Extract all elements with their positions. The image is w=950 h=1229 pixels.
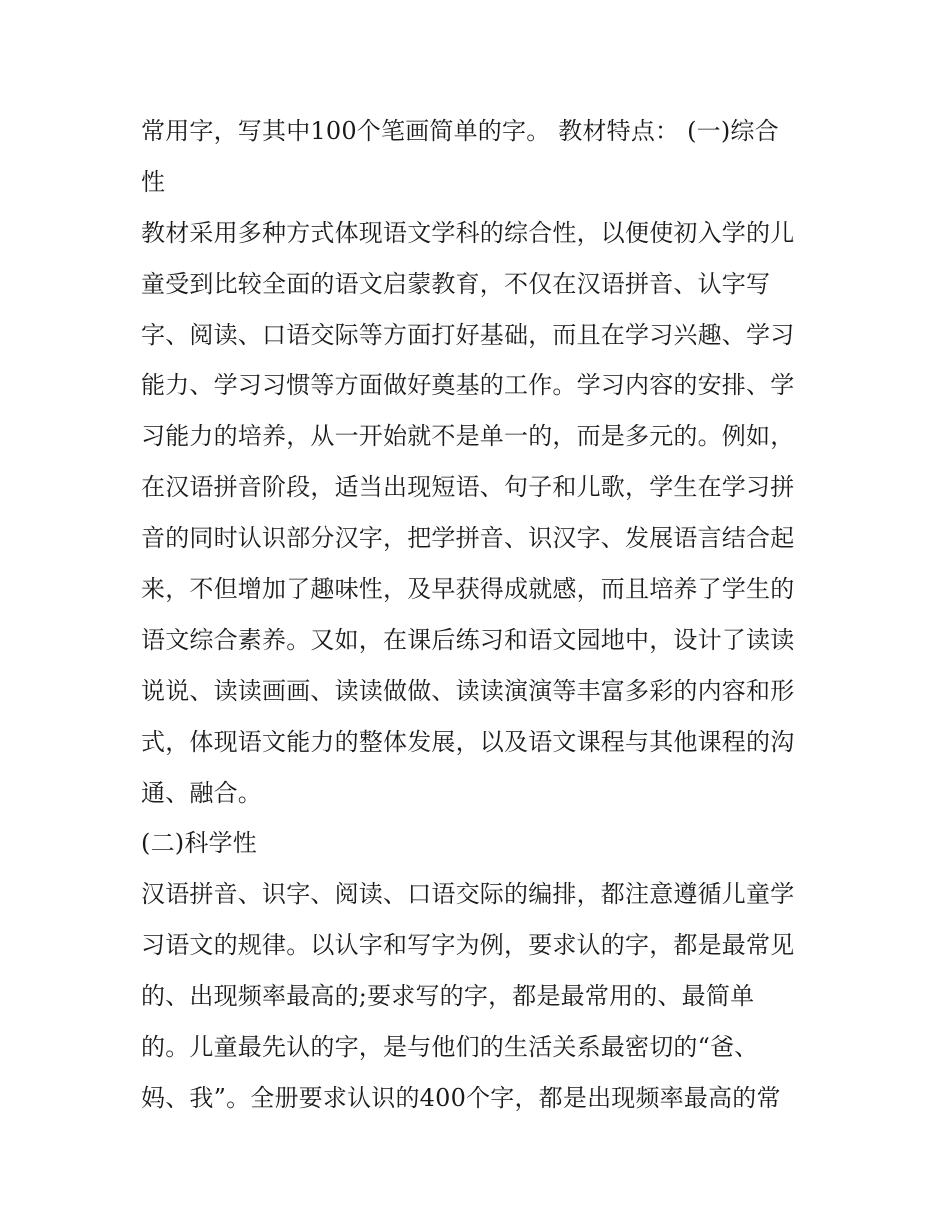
text-line: 来，不但增加了趣味性，及早获得成就感，而且培养了学生的	[141, 575, 795, 604]
text-line: 的。儿童最先认的字，是与他们的生活关系最密切的“爸、	[141, 1033, 759, 1062]
text-line: 性	[141, 167, 166, 196]
text-line: 童受到比较全面的语文启蒙教育，不仅在汉语拼音、认字写	[141, 269, 771, 298]
text-line: 音的同时认识部分汉字，把学拼音、识汉字、发展语言结合起	[141, 524, 795, 553]
text-line: 习能力的培养，从一开始就不是单一的，而是多元的。例如，	[141, 422, 795, 451]
text-line: 汉语拼音、识字、阅读、口语交际的编排，都注意遵循儿童学	[141, 880, 795, 909]
text-line: 能力、学习习惯等方面做好奠基的工作。学习内容的安排、学	[141, 371, 795, 400]
text-line: 说说、读读画画、读读做做、读读演演等丰富多彩的内容和形	[141, 676, 795, 705]
section-heading: (二)科学性	[141, 829, 257, 858]
text-line: 通、融合。	[141, 778, 262, 807]
text-line: 妈、我”。全册要求认识的400个字，都是出现频率最高的常	[141, 1083, 781, 1112]
text-line: 在汉语拼音阶段，适当出现短语、句子和儿歌，学生在学习拼	[141, 473, 795, 502]
text-line: 习语文的规律。以认字和写字为例，要求认的字，都是最常见	[141, 931, 795, 960]
text-line: 教材采用多种方式体现语文学科的综合性，以便使初入学的儿	[141, 218, 795, 247]
text-line: 的、出现频率最高的;要求写的字，都是最常用的、最简单	[141, 982, 755, 1011]
text-line: 式，体现语文能力的整体发展，以及语文课程与其他课程的沟	[141, 727, 795, 756]
text-line: 语文综合素养。又如，在课后练习和语文园地中，设计了读读	[141, 625, 795, 654]
body-text	[141, 106, 841, 1124]
text-line: 字、阅读、口语交际等方面打好基础，而且在学习兴趣、学习	[141, 320, 795, 349]
text-line: 常用字，写其中100个笔画简单的字。 教材特点： (一)综合	[141, 117, 779, 145]
